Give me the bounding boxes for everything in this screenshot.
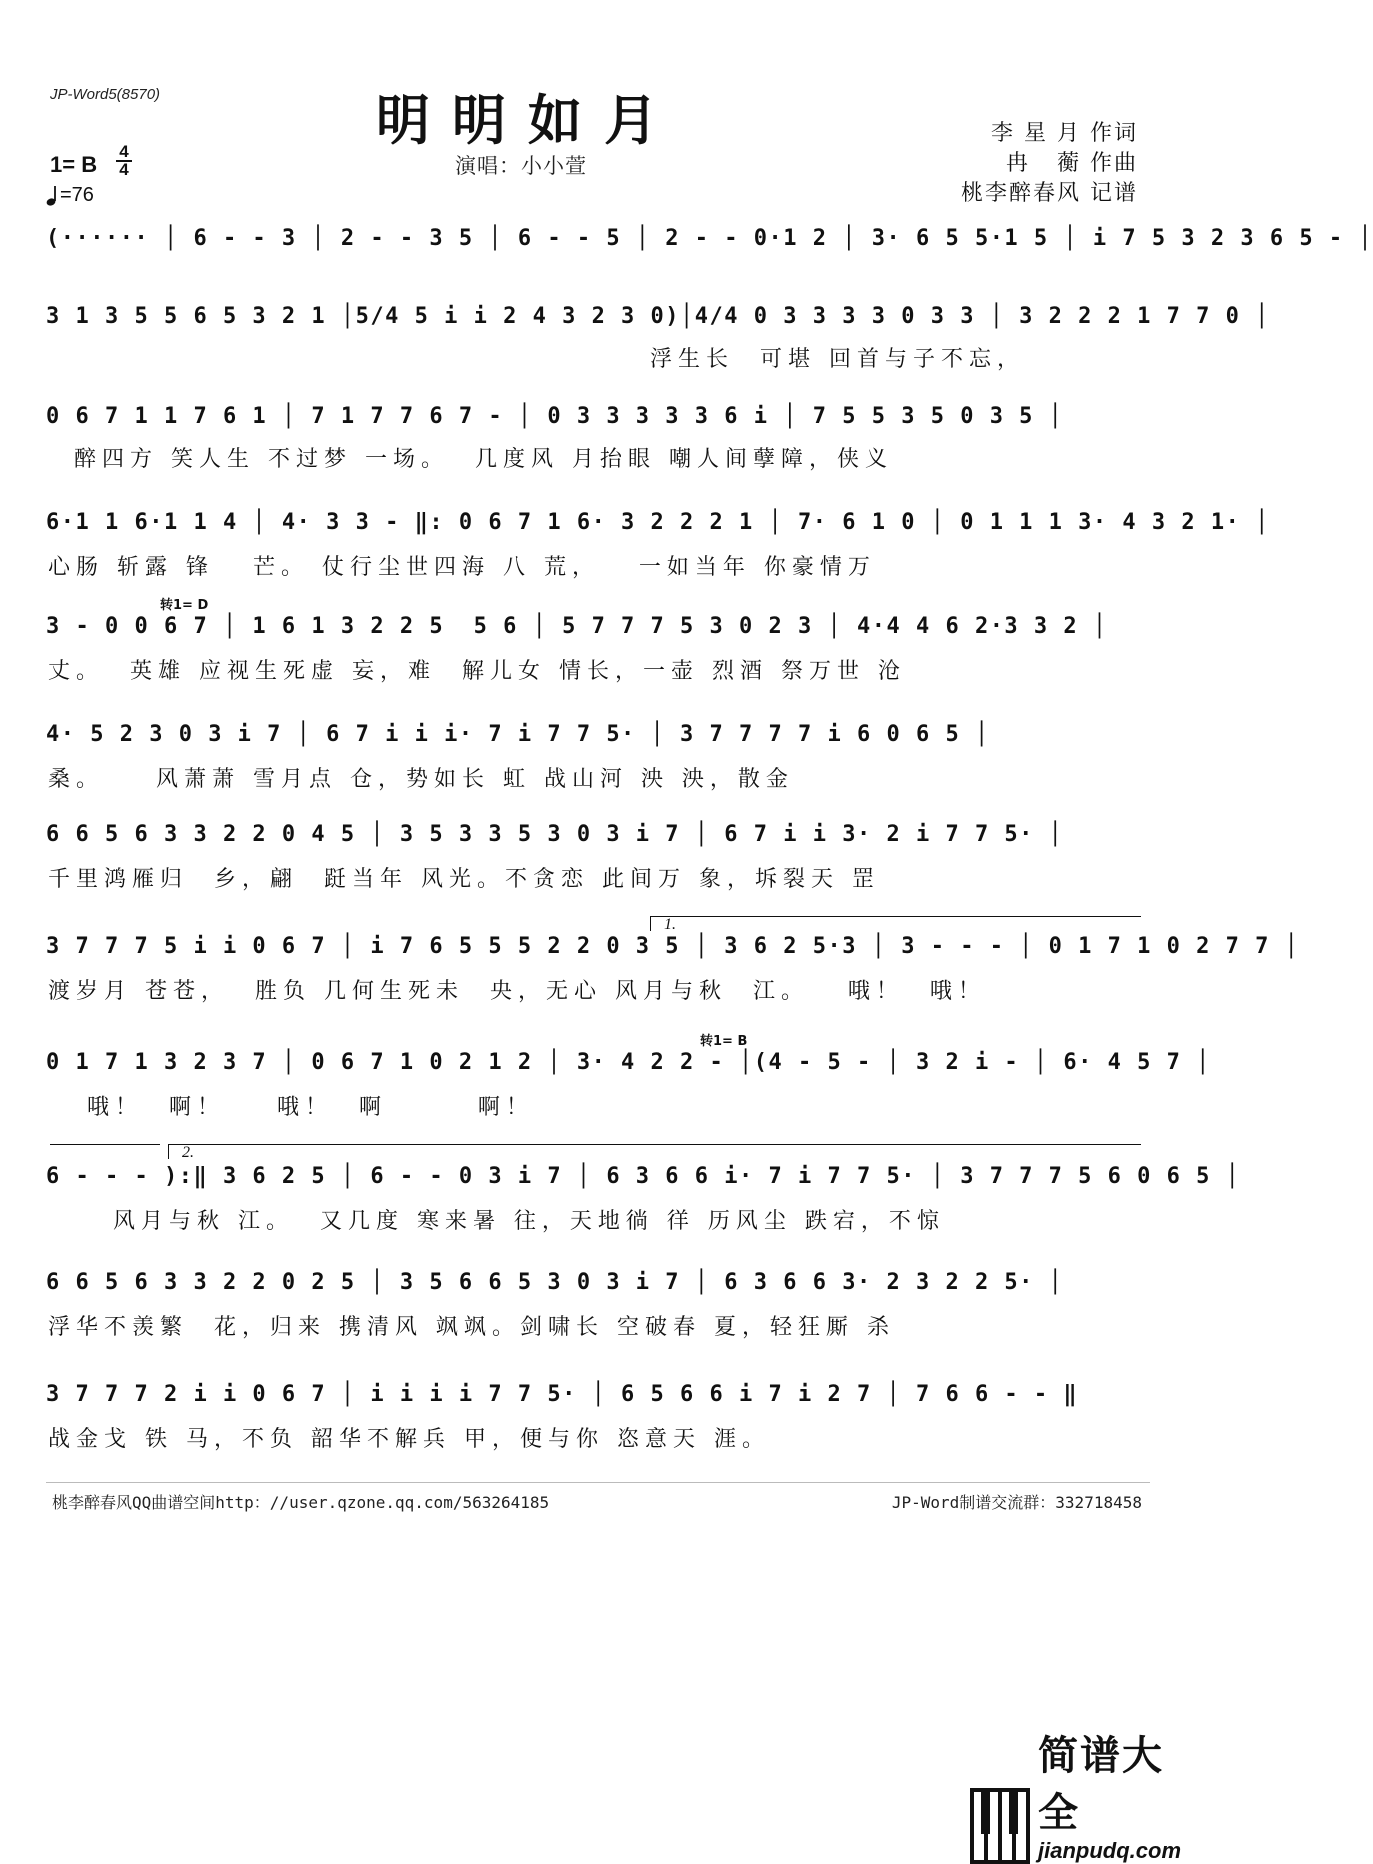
singer-credit: 演唱：小小萱 bbox=[455, 154, 587, 178]
composer-credit: 冉 蘅 作曲 bbox=[1006, 151, 1138, 176]
score-row-11-notes: 6 6 5 6 3 3 2 2 0 2 5 │ 3 5 6 6 5 3 0 3 i 7 │ 6 3 6 6 3· 2 3 2 2 5· │ bbox=[46, 1270, 1064, 1295]
score-row-2-lyrics: 浮生长 可堪 回首与子不忘， bbox=[650, 347, 1025, 372]
software-label: JP-Word5(8570) bbox=[50, 86, 161, 103]
score-row-3-notes: 0 6 7 1 1 7 6 1 │ 7 1 7 7 6 7 - │ 0 3 3 3 3 3 6 i │ 7 5 5 3 5 0 3 5 │ bbox=[46, 404, 1064, 429]
score-row-8-notes: 3 7 7 7 5 i i 0 6 7 │ i 7 6 5 5 5 2 2 0 3 5 │ 3 6 2 5·3 │ 3 - - - │ 0 1 7 1 0 2 7 7 │ bbox=[46, 934, 1300, 959]
volta-bracket-1-end bbox=[50, 1144, 160, 1145]
lyricist-credit: 李 星 月 作词 bbox=[991, 121, 1138, 146]
logo-url: jianpudq.com bbox=[1038, 1838, 1181, 1863]
score-row-4-notes: 6·1 1 6·1 1 4 │ 4· 3 3 - ‖: 0 6 7 1 6· 3 2 2 2 1 │ 7· 6 1 0 │ 0 1 1 1 3· 4 3 2 1· │ bbox=[46, 510, 1270, 535]
score-row-6-notes: 4· 5 2 3 0 3 i 7 │ 6 7 i i i· 7 i 7 7 5· │ 3 7 7 7 7 i 6 0 6 5 │ bbox=[46, 722, 990, 747]
score-row-12-lyrics: 战金戈 铁 马，不负 韶华不解兵 甲，便与你 恣意天 涯。 bbox=[48, 1427, 770, 1452]
transcriber-credit: 桃李醉春风 记谱 bbox=[961, 181, 1138, 206]
time-signature bbox=[116, 144, 132, 178]
quarter-note-icon bbox=[46, 185, 60, 207]
score-row-9-lyrics: 哦！ 啊！ 哦！ 啊 啊！ bbox=[74, 1095, 534, 1120]
footer-divider bbox=[46, 1482, 1150, 1483]
score-row-5-notes: 3 - 0 0 6 7 │ 1 6 1 3 2 2 5 5 6 │ 5 7 7 7 5 3 0 2 3 │ 4·4 4 6 2·3 3 2 │ bbox=[46, 614, 1108, 639]
modulation-to-d: 转1= D bbox=[160, 598, 209, 613]
modulation-to-b: 转1= B bbox=[700, 1034, 748, 1049]
volta-bracket-1 bbox=[650, 916, 1141, 931]
score-row-11-lyrics: 浮华不羡繁 花，归来 携清风 飒飒。剑啸长 空破春 夏，轻狂厮 杀 bbox=[48, 1315, 895, 1340]
score-row-1-notes: (······ │ 6 - - 3 │ 2 - - 3 5 │ 6 - - 5 │ 2 - - 0·1 2 │ 3· 6 5 5·1 5 │ i 7 5 3 2 3 6 5 - │ bbox=[46, 226, 1373, 251]
score-row-7-notes: 6 6 5 6 3 3 2 2 0 4 5 │ 3 5 3 3 5 3 0 3 i 7 │ 6 7 i i 3· 2 i 7 7 5· │ bbox=[46, 822, 1064, 847]
score-row-6-lyrics: 桑。 风萧萧 雪月点 仓，势如长 虹 战山河 泱 泱，散金 bbox=[48, 767, 794, 792]
volta-number-1: 1. bbox=[664, 916, 676, 933]
tempo-marking bbox=[46, 184, 94, 207]
score-row-10-notes: 6 - - - ):‖ 3 6 2 5 │ 6 - - 0 3 i 7 │ 6 3 6 6 i· 7 i 7 7 5· │ 3 7 7 7 5 6 0 6 5 │ bbox=[46, 1164, 1241, 1189]
score-row-8-lyrics: 渡岁月 苍苍， 胜负 几何生死未 央，无心 风月与秋 江。 哦！ 哦！ bbox=[48, 979, 986, 1004]
score-row-5-lyrics: 丈。 英雄 应视生死虚 妄，难 解儿女 情长，一壶 烈酒 祭万世 沧 bbox=[48, 659, 906, 684]
time-signature-bottom: 4 bbox=[116, 160, 132, 178]
logo-name: 简谱大全 bbox=[1038, 1733, 1164, 1836]
score-row-3-lyrics: 醉四方 笑人生 不过梦 一场。 几度风 月抬眼 嘲人间孽障，侠义 bbox=[74, 447, 893, 472]
footer-group-info: JP-Word制谱交流群：332718458 bbox=[891, 1493, 1142, 1512]
song-title: 明明如月 bbox=[376, 88, 680, 152]
volta-bracket-2 bbox=[168, 1144, 1141, 1159]
time-signature-top: 4 bbox=[119, 142, 129, 161]
score-row-4-lyrics: 心肠 斩露 锋 芒。 仗行尘世四海 八 荒， 一如当年 你豪情万 bbox=[48, 555, 876, 580]
score-row-7-lyrics: 千里鸿雁归 乡，翩 跹当年 风光。不贪恋 此间万 象，坼裂天 罡 bbox=[48, 867, 880, 892]
site-logo[interactable] bbox=[970, 1724, 1200, 1864]
score-row-9-notes: 0 1 7 1 3 2 3 7 │ 0 6 7 1 0 2 1 2 │ 3· 4 2 2 - │(4 - 5 - │ 3 2 i - │ 6· 4 5 7 │ bbox=[46, 1050, 1211, 1075]
score-row-2-notes: 3 1 3 5 5 6 5 3 2 1 │5/4 5 i i 2 4 3 2 3 0)│4/4 0 3 3 3 3 0 3 3 │ 3 2 2 2 1 7 7 0 │ bbox=[46, 304, 1270, 329]
tempo-value: =76 bbox=[60, 184, 94, 206]
score-row-12-notes: 3 7 7 7 2 i i 0 6 7 │ i i i i 7 7 5· │ 6 5 6 6 i 7 i 2 7 │ 7 6 6 - - ‖ bbox=[46, 1382, 1079, 1407]
piano-keys-icon bbox=[970, 1788, 1030, 1864]
score-row-10-lyrics: 风月与秋 江。 又几度 寒来暑 往，天地徜 徉 历风尘 跌宕，不惊 bbox=[48, 1209, 945, 1234]
key-signature: 1= B bbox=[50, 152, 98, 177]
footer-source-link[interactable]: 桃李醉春风QQ曲谱空间http：//user.qzone.qq.com/563264185 bbox=[52, 1493, 550, 1512]
volta-number-2: 2. bbox=[182, 1144, 194, 1161]
